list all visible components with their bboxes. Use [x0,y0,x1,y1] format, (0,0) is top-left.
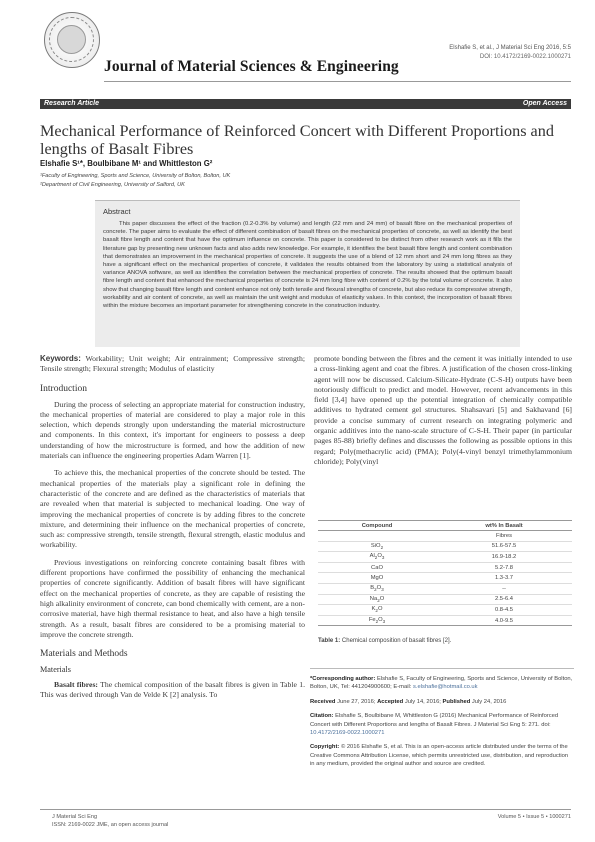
dates-line [310,698,574,706]
copyright-block [310,743,574,768]
citation-block [310,712,574,737]
footer-volume: Volume 5 • Issue 5 • 1000271 [497,814,571,820]
intro-paragraph-2: To achieve this, the mechanical properties of the concrete should be tested. The mechanical properties of the materials play a significant role in defining the characteristic of the concrete and are defined as the characteristics of materials that are revealed when that material is subjected to mechanical loading. One way of improving the mechanical properties of concrete is by adding fibres to the concrete mixture, and determining their influence on the mechanical properties of concrete, such as: compressive strength, tensile strength, flexural strength, elastic modulus and workability. [40,468,305,550]
correspondence-box [310,668,574,775]
table-row [318,605,572,616]
wt-cell: 0.8-4.5 [494,606,514,613]
basalt-label: Basalt fibres: [54,680,98,690]
header-doi[interactable]: DOI: 10.4172/2169-0022.1000271 [479,54,571,60]
compound-cell: $K_2O$ [371,606,383,614]
table-row [318,616,572,627]
wt-cell: 16.9-18.2 [491,553,517,560]
intro-paragraph-1: During the process of selecting an appropriate material for construction industry, the mechanical properties of material are considered to play a major role in this selection, which depends strongly upon understanding the material microstructure and components. In this context, it's important for engineers to possess a deep understanding of how the microstructure is formed, and how the addition of new materials can influence the engineering properties Adam Warren [1]. [40,399,305,461]
intro-paragraph-3: Previous investigations on reinforcing concrete containing basalt fibres with different proportions have confirmed the possibility of enhancing the mechanical properties of concrete significantly. Addition of basalt fibres will have significant effect on the mechanical properties of concrete, as they are capable of resisting the high alkalinity environment of concrete, can bond chemically with cement, are a non-corrosive material, have high thermal resistance to heat, and also have a high tensile strength. As a result, basalt fibres are considered to be a promising material to improve the concrete strength. [40,557,305,639]
table-subheader [318,531,572,542]
methods-heading: Materials and Methods [40,649,128,660]
footer-issn: ISSN: 2169-0022 JME, an open access journal [52,822,169,828]
abstract-box [95,200,520,347]
table-header-compound: Compound [361,522,393,529]
wt-cell: 5.2-7.8 [494,564,514,571]
introduction-heading: Introduction [40,383,87,394]
wt-cell: 4.0-9.5 [494,617,514,624]
composition-table [318,520,572,626]
journal-title: Journal of Material Sciences & Engineering [104,58,399,75]
corresponding-text: Elshafie S, Faculty of Engineering, Sports and Science, University of Bolton, Bolton, UK, Tel: 441204900600; E-mail: [310,676,573,691]
citation-short: Elshafie S, et al., J Material Sci Eng 2016, 5:5 [449,45,571,51]
table-row [318,542,572,553]
compound-cell: MgO [370,575,384,582]
left-column [40,354,305,701]
accepted-date: July 14, 2016; [404,698,441,705]
received-date: June 27, 2016; [337,698,376,705]
received-label: Received [310,698,336,705]
affiliation-2: ²Department of Civil Engineering, University of Salford, UK [40,181,185,188]
table-header [318,520,572,531]
compound-cell: $Al_2O_3$ [369,553,385,561]
table-row [318,563,572,574]
header-divider [104,81,571,82]
table-row [318,552,572,563]
keywords-label: Keywords: [40,354,81,363]
corresponding-author [310,675,574,692]
table-row [318,595,572,606]
compound-cell: SiO$_2$ [370,542,384,550]
accepted-label: Accepted [377,698,404,705]
basalt-paragraph [40,680,305,701]
copyright-text: © 2016 Elshafie S, et al. This is an open-access article distributed under the terms of the Creative Commons Attribution License, which permits unrestricted use, distribution, and reproduction in any medium, provided the original author and source are credited. [310,744,569,768]
article-type: Research Article [44,100,99,107]
table-row [318,584,572,595]
wt-cell: 51.6-57.5 [491,543,517,550]
table-caption-text: Chemical composition of basalt fibres [2]. [341,638,452,644]
citation-label: Citation: [310,713,334,720]
right-paragraph: promote bonding between the fibres and the cement it was initially intended to use a cross-linking agent and coat the fibres. A justification of the chosen cross-linking agent will now be discussed. Calcium-Silicate-Hydrate (C-S-H) outputs have been notoriously difficult to predict and model. However, recent advancements in this field [3,4] have opened up the potential integration of chemically compatible additives to hydrated cement gel structures. Shahsavari [5] and Sakhavand [6] provide a concise summary of current research on integrating polymeric and organic additives into the nano-scale structure of C-S-H. Their paper (in particular pages 85-88) briefly defines and discusses the following as possible options in this regard; Poly(methacrylic acid) (PMA); Poly(4-vinyl benzyl trimethylammonium chloride); Poly(vinyl [314,354,572,466]
footer-journal: J Material Sci Eng [52,814,98,820]
published-date: July 24, 2016 [471,698,507,705]
table-header-wt: wt% In Basalt [485,522,523,529]
article-title: Mechanical Performance of Reinforced Concert with Different Proportions and lengths of Basalt Fibres [40,122,554,158]
table-caption-label: Table 1: [318,638,341,644]
wt-cell: 1.3-3.7 [494,575,514,582]
citation-doi-link[interactable]: 10.4172/2169-0022.1000271 [310,730,385,737]
copyright-label: Copyright: [310,744,340,751]
published-label: Published [442,698,471,705]
header-meta [449,44,571,62]
footer-left [52,813,168,829]
journal-seal-logo [44,12,100,68]
right-column [314,354,572,467]
materials-heading: Materials [40,665,71,675]
keywords [40,354,305,375]
article-type-band [40,99,571,109]
citation-text: Elshafie S, Boulbibane M, Whittleston G (2016) Mechanical Performance of Reinforced Concert with Different Proportions and lengths of Basalt Fibres. J Material Sci Eng 5: 271. doi: [310,713,559,728]
abstract-heading: Abstract [103,207,131,216]
affiliations [40,172,230,189]
article-authors: Elshafie S¹*, Boulbibane M¹ and Whittleston G² [40,159,213,168]
corresponding-email-link[interactable]: s.elshafie@hotmail.co.uk [413,684,478,691]
compound-cell: $Na_2O$ [369,595,385,603]
wt-cell: 2.5-6.4 [494,596,514,603]
footer-divider [40,809,571,810]
table-row [318,573,572,584]
table-caption [318,638,451,644]
compound-cell: $Fe_2O_3$ [368,616,386,625]
affiliation-1: ¹Faculty of Engineering, Sports and Science, University of Bolton, Bolton, UK [40,173,231,179]
basalt-text: The chemical composition of the basalt fibres is given in Table 1. This was derived through Van de Velde K [2] analysis. To [40,680,305,700]
keywords-text: Workability; Unit weight; Air entrainment; Compressive strength; Tensile strength; Flexural strength; Modulus of elasticity [40,354,305,374]
table-subheader-fibres: Fibres [495,532,513,539]
open-access-label: Open Access [522,100,567,107]
wt-cell: -- [502,585,506,592]
compound-cell: CaO [371,564,383,571]
compound-cell: $B_2O_3$ [370,585,384,593]
abstract-text: This paper discusses the effect of the fraction (0.2-0.3% by volume) and length (22 mm and 24 mm) of basalt fibre on the mechanical properties of concrete. The paper aims to evaluate the effect of different combination of basalt fibres on the mechanical properties of concrete, as well as identify the best basalt fibre length and content that have the optimum influence on concrete. This paper is considered to be distinct from other research work as it fills the literature gap by presenting new unknown facts and also adds new knowledge. For example, it identifies the best basalt fibre length and content combination that demonstrates an improvement in the mechanical properties of concrete. It suggests the use of a blend of 12 mm short and 24 mm long fibres as they have a significant effect on the mechanical properties of concrete, it validates the results obtained from the laboratory by using a statistical analysis of variance ANOVA software, as well as identifies the correlation between the mechanical properties of concrete. The results showed that the optimum basalt fibre length and content that enhanced the mechanical properties of concrete is 24 mm long fibre with content of 0.2% by the total volume of concrete. It also show that changing basalt fibre length and content enhance not only both tensile and flexural strengths of concrete, but also reduce its compressive strength, workability and air content of concrete, as well as maintain the unit weight and modulus of elasticity values. In this context, the incorporation of basalt fibres within the mixture becomes an important parameter for strengthening concrete in the construction industry. [103,221,512,310]
corresponding-label: *Corresponding author: [310,676,376,682]
